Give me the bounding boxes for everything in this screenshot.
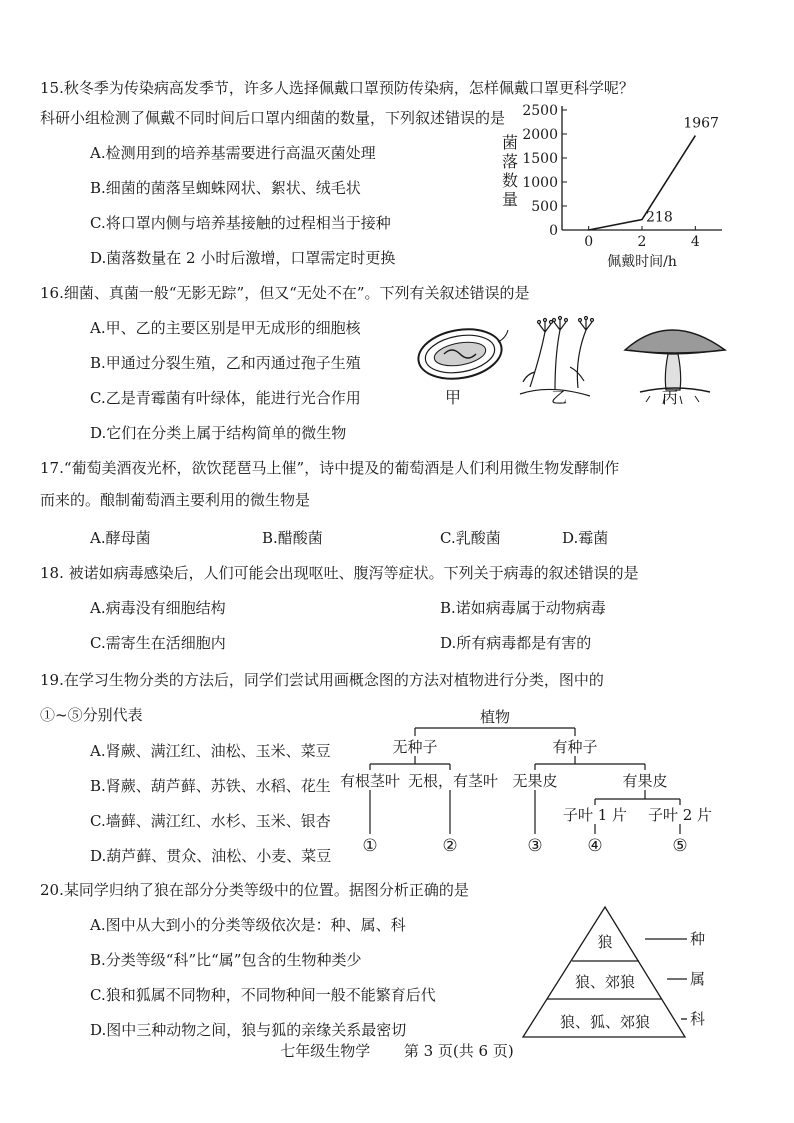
tree-one-cotyledon: 子叶 1 片: [562, 806, 628, 824]
y-label-char: 落: [501, 152, 519, 171]
figure-label-yi: 乙: [551, 388, 568, 407]
figure-label-bing: 丙: [662, 388, 679, 407]
page-footer: [0, 1040, 794, 1061]
q18-option-b: B.诺如病毒属于动物病毒: [440, 599, 606, 617]
rank-genus: 属: [690, 970, 706, 988]
q20-option-b: B.分类等级“科”比“属”包含的生物种类少: [90, 951, 362, 969]
figure-label-jia: 甲: [445, 388, 462, 407]
penicillium-illustration: [520, 317, 594, 397]
y-label-char: 菌: [501, 133, 519, 152]
y-tick-label: 2000: [522, 127, 558, 143]
x-tick-label: 0: [584, 234, 594, 250]
tree-root-stem-leaf: 有根茎叶: [339, 772, 401, 790]
y-tick-label: 1500: [522, 151, 558, 167]
q18-option-c: C.需寄生在活细胞内: [90, 634, 226, 652]
footer-subject: 七年级生物学: [280, 1042, 371, 1060]
y-tick-label: 1000: [522, 175, 558, 191]
tree-marker-3: ③: [527, 836, 543, 856]
q15-option-a: A.检测用到的培养基需要进行高温灭菌处理: [90, 144, 376, 162]
q16-option-a: A.甲、乙的主要区别是甲无成形的细胞核: [90, 319, 361, 337]
y-tick-label: 500: [531, 199, 558, 215]
q17-option-d: D.霉菌: [562, 529, 609, 547]
x-tick-label: 4: [690, 234, 700, 250]
q16-option-d: D.它们在分类上属于结构简单的微生物: [90, 424, 347, 442]
tree-marker-1: ①: [362, 836, 378, 856]
q19-option-d: D.葫芦藓、贯众、油松、小麦、菜豆: [90, 847, 332, 865]
q19-stem-line2: ①~⑤分别代表: [40, 706, 143, 724]
data-label-1967: 1967: [683, 115, 719, 132]
tree-has-pericarp: 有果皮: [622, 772, 668, 790]
footer-page-number: 第 3 页(共 6 页): [403, 1042, 514, 1060]
q19-stem-line1: 19.在学习生物分类的方法后，同学们尝试用画概念图的方法对植物进行分类，图中的: [40, 671, 604, 689]
pyramid-species-level: 狼: [597, 933, 613, 951]
tree-two-cotyledons: 子叶 2 片: [647, 806, 713, 824]
tree-no-pericarp: 无果皮: [512, 772, 558, 790]
chart-series-line: [589, 136, 696, 230]
chart-point-labels: [646, 116, 719, 226]
y-tick-label: 0: [549, 223, 558, 239]
q16-option-b: B.甲通过分裂生殖，乙和丙通过孢子生殖: [90, 354, 361, 372]
chart-y-label: [502, 133, 518, 209]
data-label-218: 218: [646, 209, 673, 226]
tree-root: 植物: [479, 708, 511, 726]
q17-option-a: A.酵母菌: [90, 529, 151, 547]
pyramid-family-level: 狼、狐、郊狼: [559, 1013, 651, 1031]
q18-stem: 18. 被诺如病毒感染后，人们可能会出现呕吐、腹泻等症状。下列关于病毒的叙述错误的是: [40, 564, 639, 582]
q20-option-a: A.图中从大到小的分类等级依次是：种、属、科: [90, 916, 406, 934]
rank-family: 科: [690, 1010, 706, 1028]
q19-option-b: B.肾蕨、葫芦藓、苏铁、水稻、花生: [90, 777, 331, 795]
pyramid-genus-level: 狼、郊狼: [574, 973, 636, 991]
plant-classification-tree: [325, 706, 730, 858]
tree-has-seed: 有种子: [552, 738, 598, 756]
q16-option-c: C.乙是青霉菌有叶绿体，能进行光合作用: [90, 389, 361, 407]
tree-marker-5: ⑤: [672, 836, 688, 856]
q15-option-d: D.菌落数量在 2 小时后激增，口罩需定时更换: [90, 249, 396, 267]
q18-option-d: D.所有病毒都是有害的: [440, 634, 592, 652]
q20-stem: 20.某同学归纳了狼在部分分类等级中的位置。据图分析正确的是: [40, 881, 469, 899]
tree-no-root: 无根，有茎叶: [407, 772, 499, 790]
q15-option-c: C.将口罩内侧与培养基接触的过程相当于接种: [90, 214, 391, 232]
x-tick-label: 2: [637, 234, 647, 250]
q18-option-a: A.病毒没有细胞结构: [90, 599, 226, 617]
q20-option-d: D.图中三种动物之间，狼与狐的亲缘关系最密切: [90, 1021, 407, 1039]
tree-no-seed: 无种子: [392, 738, 438, 756]
q17-option-c: C.乳酸菌: [440, 529, 501, 547]
q17-option-b: B.醋酸菌: [262, 529, 323, 547]
rank-species: 种: [690, 930, 706, 948]
q17-stem-line1: 17.“葡萄美酒夜光杯，欲饮琵琶马上催”，诗中提及的葡萄酒是人们利用微生物发酵制作: [40, 459, 620, 477]
q17-stem-line2: 而来的。酿制葡萄酒主要利用的微生物是: [40, 491, 311, 509]
q20-option-c: C.狼和狐属不同物种，不同物种间一般不能繁育后代: [90, 986, 436, 1004]
y-label-char: 量: [501, 190, 519, 209]
classification-pyramid: [515, 903, 740, 1043]
bacteria-colony-chart: [490, 100, 730, 275]
bacterium-illustration: [414, 323, 508, 385]
q19-option-c: C.墙藓、满江红、水杉、玉米、银杏: [90, 812, 331, 830]
q19-option-a: A.肾蕨、满江红、油松、玉米、菜豆: [90, 742, 331, 760]
y-tick-label: 2500: [522, 103, 558, 119]
q16-stem: 16.细菌、真菌一般“无影无踪”，但又“无处不在”。下列有关叙述错误的是: [40, 284, 530, 302]
tree-marker-2: ②: [442, 836, 458, 856]
q15-stem-line1: 15.秋冬季为传染病高发季节，许多人选择佩戴口罩预防传染病，怎样佩戴口罩更科学呢？: [40, 79, 634, 97]
q15-stem-line2: 科研小组检测了佩戴不同时间后口罩内细菌的数量，下列叙述错误的是: [40, 109, 506, 127]
chart-ticks: [522, 103, 700, 250]
y-label-char: 数: [501, 171, 519, 190]
q15-option-b: B.细菌的菌落呈蜘蛛网状、絮状、绒毛状: [90, 179, 361, 197]
tree-marker-4: ④: [587, 836, 603, 856]
chart-x-label: 佩戴时间/h: [607, 254, 677, 270]
